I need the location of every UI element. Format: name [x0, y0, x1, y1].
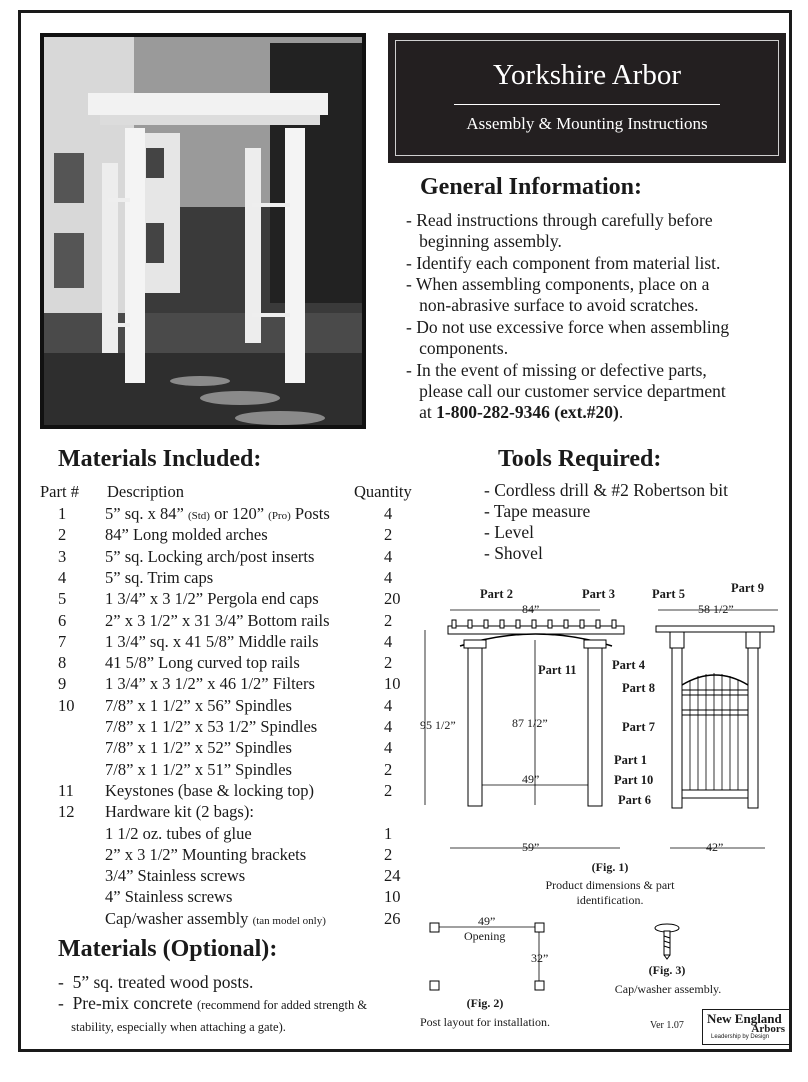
post-left [468, 646, 482, 806]
material-part-number: 4 [58, 567, 67, 587]
material-description: 1 1/2 oz. tubes of glue [105, 823, 252, 843]
col-desc-header: Description [107, 482, 184, 501]
tool-item: - Level [484, 522, 535, 542]
fig2-opening: Opening [464, 929, 506, 943]
material-description: 1 3/4” sq. x 41 5/8” Middle rails [105, 631, 319, 651]
material-description: 5” sq. Trim caps [105, 567, 214, 587]
part-label: Part 4 [612, 658, 645, 672]
optional-heading: Materials (Optional): [58, 936, 278, 962]
fig1-caption: Product dimensions & part identification. [545, 878, 675, 907]
material-quantity: 4 [384, 567, 393, 587]
tool-item: - Cordless drill & #2 Robertson bit [484, 480, 729, 500]
general-bullet-3: - When assembling components, place on a non-abrasive surface to avoid scratches. [406, 274, 710, 315]
dim-42: 42” [706, 840, 724, 854]
general-bullet-5: - In the event of missing or defective parts, please call our customer service department at 1-800-282-9346 (ext.#20). [406, 360, 726, 422]
brand-logo: New England Arbors Leadership by Design [702, 1009, 790, 1045]
dim-87-half: 87 1/2” [512, 716, 548, 730]
material-part-number: 5 [58, 589, 67, 609]
part-label: Part 2 [480, 587, 513, 601]
material-quantity: 4 [384, 504, 393, 523]
fig2-label: (Fig. 2) [466, 996, 504, 1010]
side-post-left [672, 648, 682, 808]
dim-95-half: 95 1/2” [420, 718, 456, 732]
material-quantity: 4 [384, 717, 393, 736]
dim-49: 49” [522, 772, 540, 786]
material-quantity: 1 [384, 823, 393, 843]
part-label: Part 5 [652, 587, 685, 601]
col-part-header: Part # [40, 482, 79, 501]
dim-58-half: 58 1/2” [698, 602, 734, 616]
cap-washer-icon [652, 922, 682, 960]
material-quantity: 2 [384, 780, 393, 800]
material-part-number: 3 [58, 546, 67, 566]
optional-item-2: - Pre-mix concrete (recommend for added strength & [58, 993, 368, 1013]
material-part-number: 11 [58, 780, 74, 800]
material-part-number: 7 [58, 631, 67, 651]
tool-item: - Shovel [484, 543, 543, 563]
material-quantity: 4 [384, 546, 393, 566]
material-description: 1 3/4” x 3 1/2” x 46 1/2” Filters [105, 674, 315, 694]
optional-item-1: - 5” sq. treated wood posts. [58, 972, 254, 992]
tool-item: - Tape measure [484, 501, 591, 521]
material-description: 5” sq. Locking arch/post inserts [105, 546, 315, 566]
part-label: Part 1 [614, 753, 647, 767]
title-inner-border [395, 40, 779, 156]
arbor-diagram [420, 590, 790, 860]
general-bullet-4: - Do not use excessive force when assembling components. [406, 317, 730, 358]
side-post-right [748, 648, 758, 808]
dim-59: 59” [522, 840, 540, 854]
material-description: 3/4” Stainless screws [105, 866, 246, 886]
material-quantity: 4 [384, 738, 393, 758]
fig2-dim-32: 32” [531, 951, 549, 965]
material-quantity: 4 [384, 631, 393, 651]
tools-heading: Tools Required: [498, 446, 662, 472]
material-part-number: 9 [58, 674, 67, 694]
material-description: 7/8” x 1 1/2” x 51” Spindles [105, 759, 292, 779]
general-info-heading: General Information: [420, 174, 642, 200]
material-quantity: 2 [384, 844, 393, 864]
material-quantity: 24 [384, 866, 401, 886]
post-right [588, 646, 602, 806]
part-label: Part 7 [622, 720, 655, 734]
general-bullet-1: - Read instructions through carefully before beginning assembly. [406, 210, 713, 251]
material-part-number: 2 [58, 525, 67, 545]
part-label: Part 8 [622, 681, 655, 695]
material-description: 7/8” x 1 1/2” x 52” Spindles [105, 738, 292, 758]
material-quantity: 26 [384, 908, 401, 928]
dim-84: 84” [522, 602, 540, 616]
material-quantity: 2 [384, 610, 393, 630]
material-description: 2” x 3 1/2” Mounting brackets [105, 844, 307, 864]
material-quantity: 20 [384, 589, 401, 609]
phone-number: 1-800-282-9346 (ext.#20) [436, 402, 619, 422]
part-label: Part 11 [538, 663, 577, 677]
part-label: Part 6 [618, 793, 651, 807]
fig3-caption: Cap/washer assembly. [614, 982, 722, 996]
col-qty-header: Quantity [354, 482, 412, 501]
material-part-number: 12 [58, 802, 75, 822]
material-description: 7/8” x 1 1/2” x 53 1/2” Spindles [105, 717, 318, 736]
material-quantity: 2 [384, 653, 393, 673]
material-part-number: 1 [58, 504, 67, 523]
material-description: 5” sq. x 84” (Std) or 120” (Pro) Posts [105, 504, 330, 523]
material-description: 41 5/8” Long curved top rails [105, 653, 300, 673]
material-part-number: 10 [58, 695, 75, 715]
material-description: Hardware kit (2 bags): [105, 802, 254, 822]
material-description: 1 3/4” x 3 1/2” Pergola end caps [105, 589, 319, 609]
material-description: Keystones (base & locking top) [105, 780, 314, 800]
material-description: 84” Long molded arches [105, 525, 268, 545]
fig2-dim-49: 49” [478, 914, 496, 928]
fig3-label: (Fig. 3) [648, 963, 686, 977]
general-bullet-2: - Identify each component from material list. [406, 253, 721, 273]
material-quantity: 10 [384, 887, 401, 907]
title-divider [454, 104, 720, 105]
fig2-caption: Post layout for installation. [420, 1015, 550, 1029]
part-label: Part 9 [731, 581, 764, 595]
document-title: Yorkshire Arbor [493, 59, 681, 91]
part-label: Part 10 [614, 773, 654, 787]
material-quantity: 10 [384, 674, 401, 694]
material-part-number: 6 [58, 610, 67, 630]
material-description: 7/8” x 1 1/2” x 56” Spindles [105, 695, 292, 715]
material-quantity: 2 [384, 759, 393, 779]
materials-heading: Materials Included: [58, 446, 262, 472]
material-description: Cap/washer assembly (tan model only) [105, 908, 326, 928]
document-subtitle: Assembly & Mounting Instructions [466, 114, 708, 133]
version-label: Ver 1.07 [650, 1020, 684, 1031]
material-part-number: 8 [58, 653, 67, 673]
material-description: 4” Stainless screws [105, 887, 233, 907]
material-quantity: 2 [384, 525, 393, 545]
material-description: 2” x 3 1/2” x 31 3/4” Bottom rails [105, 610, 330, 630]
title-banner [388, 33, 786, 163]
material-quantity: 4 [384, 695, 393, 715]
fig1-label: (Fig. 1) [591, 860, 629, 874]
part-label: Part 3 [582, 587, 615, 601]
arbor-photo [40, 33, 366, 429]
optional-item-2-cont: stability, especially when attaching a gate). [71, 1020, 286, 1034]
